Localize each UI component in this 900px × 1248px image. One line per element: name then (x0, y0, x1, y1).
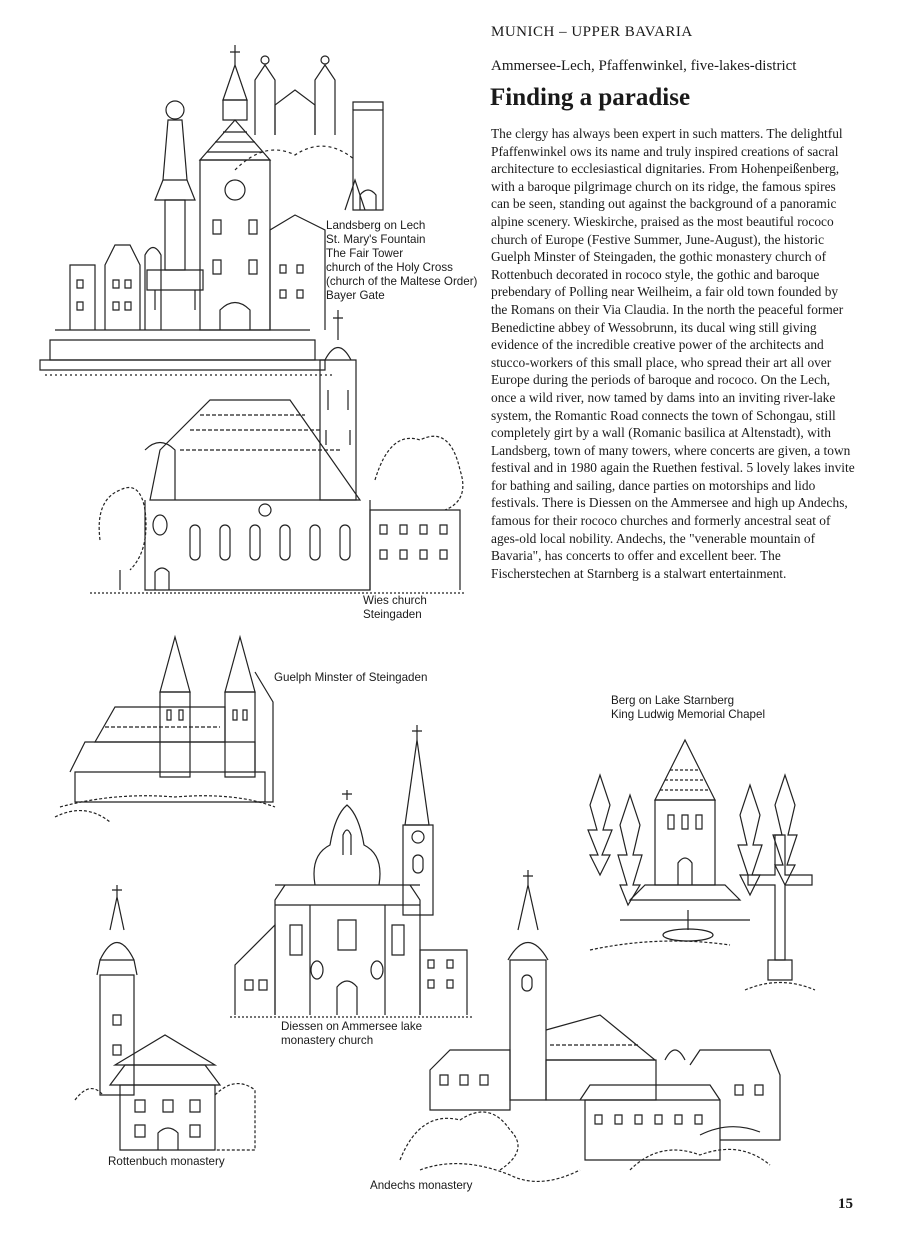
caption-andechs (370, 1179, 472, 1193)
caption-line: King Ludwig Memorial Chapel (611, 708, 766, 721)
andechs-illustration (400, 870, 790, 1195)
caption-wies (363, 594, 427, 622)
caption-guelph (274, 671, 427, 685)
caption-line: Guelph Minster of Steingaden (274, 671, 428, 684)
rottenbuch-illustration (75, 885, 260, 1155)
caption-diessen (281, 1020, 422, 1048)
caption-landsberg (326, 219, 477, 303)
running-head: MUNICH – UPPER BAVARIA (491, 24, 693, 40)
article-body: The clergy has always been expert in such matters. The delightful Pfaffenwinkel ows its name and truly inspired creations of sacral architecture to ecclesiastical dignitaries. From Hohenpeißenberg, with a baroque pilgrimage church on its ridge, the famous spires can be seen, standing out against the background of a panoramic alpine scenery. Wieskirche, praised as the most beautiful rococo church of Europe (Festive Summer, June-August), the historic Guelph Minster of Steingaden, the gothic monastery church of Rottenbuch decorated in rococo style, the gothic and baroque prebendary of Polling near Weilheim, a fair old town founded by the Romans on their Via Claudia. In the north the peaceful former Benedictine abbey of Wessobrunn, its ducal wing still giving evidence of the incredible creative power of the architects and stucco-workers of this small place, who spread their art all over Europe during the periods of baroque and rococo. On the Lech, once a wild river, now tamed by dams into an inviting river-lake system, the Romantic Road connects the town of Schongau, still completely girt by a wall (Romanic basilica at Altenstadt), with Landsberg, town of many towers, where concerts are given, a town festival and in 1980 again the Ruethen festival. 5 lovely lakes invite for bathing and sailing, dance parties on motorships and lido festivals. There is Diessen on the Ammersee and high up Andechs, famous for their rococo churches and formerly ancestral seat of ages-old local nobility. Andechs, the "venerable mountain of Bavaria", has concerts to offer and excellent beer. The Fischerstechen at Starnberg is a stalwart entertainment. (491, 126, 855, 581)
caption-berg (611, 694, 765, 722)
wies-church-illustration (90, 310, 470, 600)
caption-line: monastery church (281, 1034, 374, 1047)
caption-line: church of the Holy Cross (326, 261, 453, 274)
caption-line: Rottenbuch monastery (108, 1155, 225, 1168)
caption-line: Wies church (363, 594, 427, 607)
article-subtitle: Ammersee-Lech, Pfaffenwinkel, five-lakes-district (491, 58, 797, 74)
caption-line: St. Mary's Fountain (326, 233, 426, 246)
caption-line: (church of the Maltese Order) (326, 275, 478, 288)
caption-line: Steingaden (363, 608, 422, 621)
caption-line: Bayer Gate (326, 289, 385, 302)
caption-line: Berg on Lake Starnberg (611, 694, 735, 707)
caption-line: Diessen on Ammersee lake (281, 1020, 423, 1033)
caption-line: Landsberg on Lech (326, 219, 426, 232)
caption-line: The Fair Tower (326, 247, 404, 260)
page-number: 15 (838, 1196, 853, 1212)
caption-rottenbuch (108, 1155, 225, 1169)
article-title: Finding a paradise (490, 84, 691, 111)
caption-line: Andechs monastery (370, 1179, 473, 1192)
